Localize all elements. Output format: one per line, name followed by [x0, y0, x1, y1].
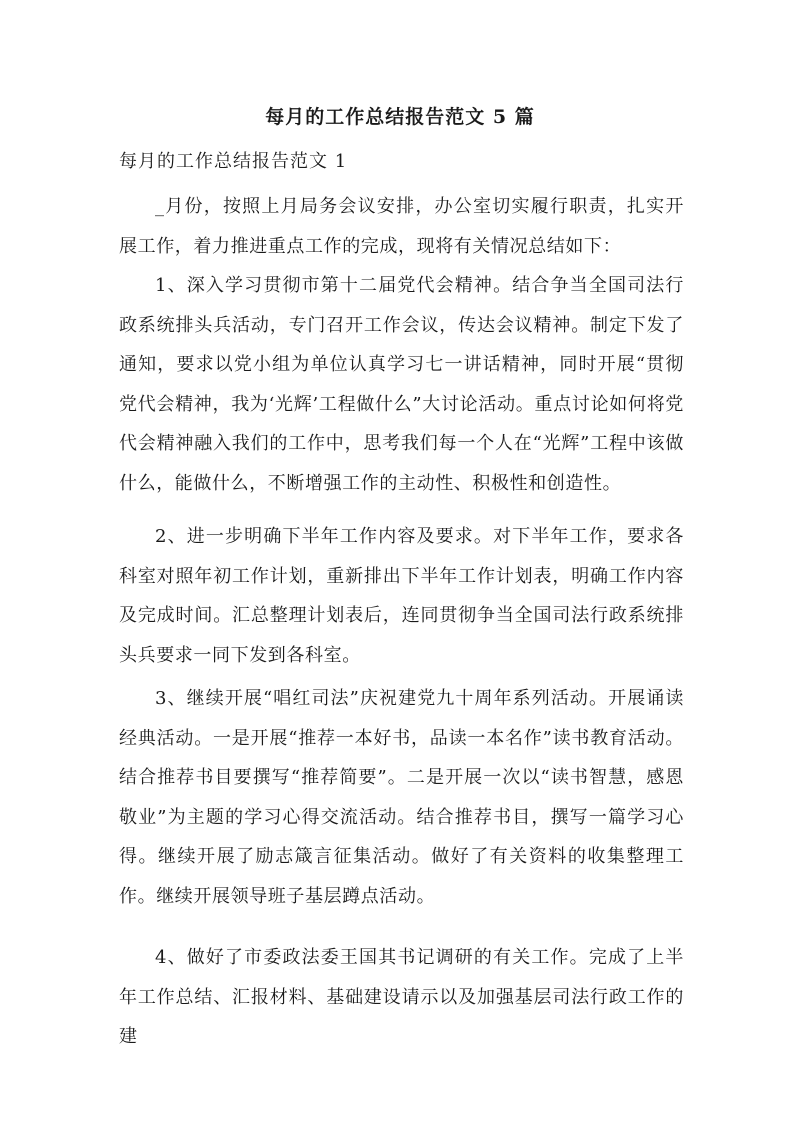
- document-title: 每月的工作总结报告范文 5 篇: [265, 106, 535, 128]
- paragraph-item-1: 1、深入学习贯彻市第十二届党代会精神。结合争当全国司法行政系统排头兵活动，专门召开工作会议，传达会议精神。制定下发了通知，要求以党小组为单位认真学习七一讲话精神，同时开展“贯彻党代会精神，我为‘光辉’工程做什么”大讨论活动。重点讨论如何将党代会精神融入我们的工作中，思考我们每一个人在“光辉”工程中该做什么，能做什么，不断增强工作的主动性、积极性和创造性。: [119, 275, 684, 494]
- document-subtitle: 每月的工作总结报告范文 1: [119, 151, 348, 172]
- paragraph-intro: _月份，按照上月局务会议安排，办公室切实履行职责，扎实开展工作，着力推进重点工作的完成，现将有关情况总结如下：: [119, 196, 684, 257]
- paragraph-item-4: 4、做好了市委政法委王国其书记调研的有关工作。完成了上半年工作总结、汇报材料、基础建设请示以及加强基层司法行政工作的建: [119, 947, 684, 1047]
- paragraph-item-3: 3、继续开展“唱红司法”庆祝建党九十周年系列活动。开展诵读经典活动。一是开展“推荐一本好书，品读一本名作”读书教育活动。结合推荐书目要撰写“推荐简要”。二是开展一次以“读书智慧，感恩敬业”为主题的学习心得交流活动。结合推荐书目，撰写一篇学习心得。继续开展了励志箴言征集活动。做好了有关资料的收集整理工作。继续开展领导班子基层蹲点活动。: [119, 688, 684, 907]
- paragraph-item-2: 2、进一步明确下半年工作内容及要求。对下半年工作，要求各科室对照年初工作计划，重新排出下半年工作计划表，明确工作内容及完成时间。汇总整理计划表后，连同贯彻争当全国司法行政系统排头兵要求一同下发到各科室。: [119, 526, 684, 666]
